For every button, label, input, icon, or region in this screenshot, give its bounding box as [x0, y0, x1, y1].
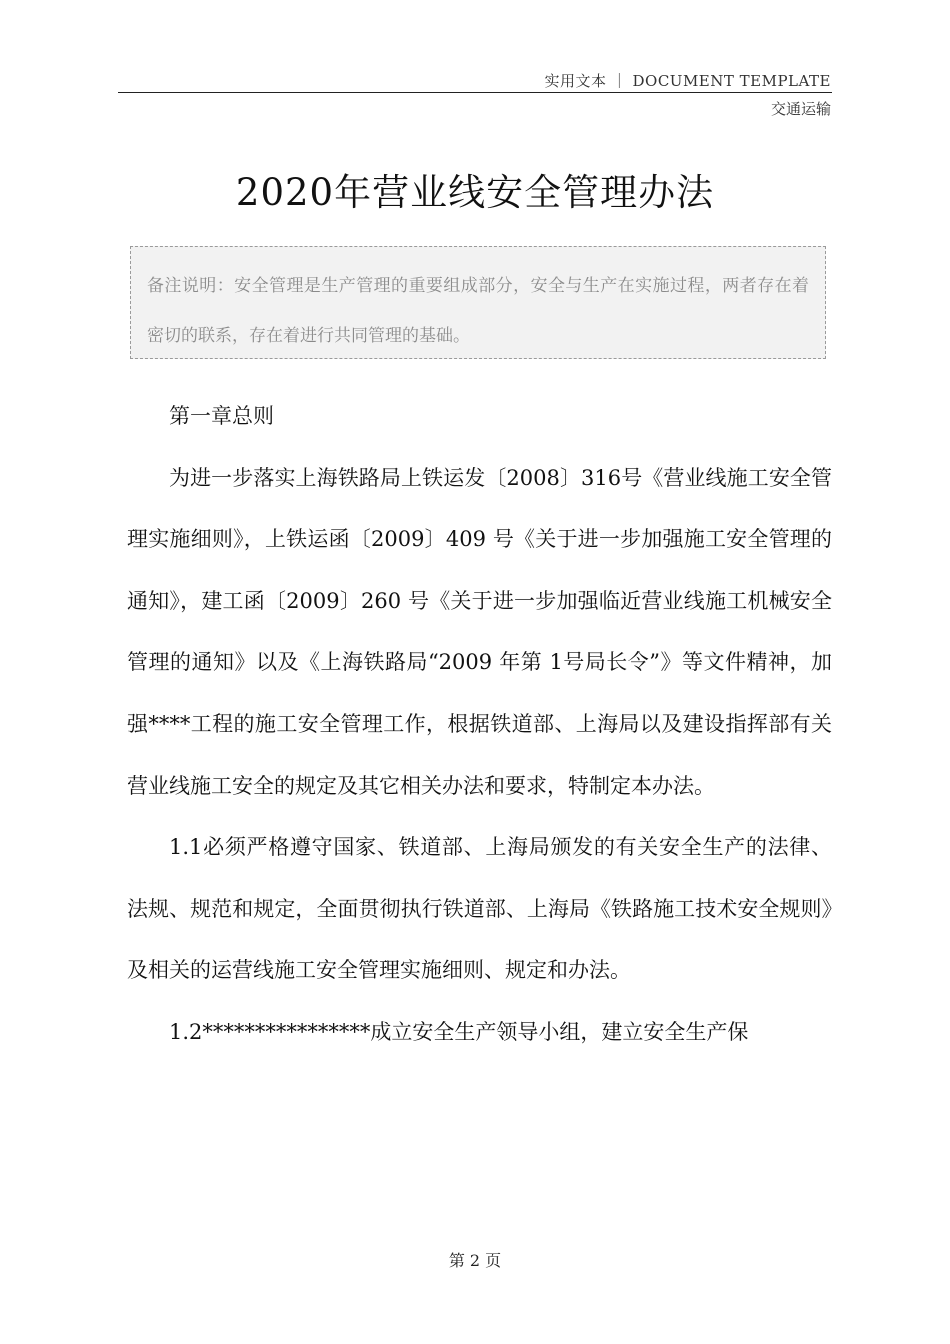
header-tag: 实用文本 ｜ DOCUMENT TEMPLATE — [544, 72, 831, 90]
remark-text: 备注说明：安全管理是生产管理的重要组成部分，安全与生产在实施过程，两者存在着密切的联系，存在着进行共同管理的基础。 — [147, 276, 809, 346]
header-divider — [118, 92, 832, 93]
remark-box — [130, 246, 826, 359]
body-paragraph: 1.1必须严格遵守国家、铁道部、上海局颁发的有关安全生产的法律、法规、规范和规定，全面贯彻执行铁道部、上海局《铁路施工技术安全规则》及相关的运营线施工安全管理实施细则、规定和办法。 — [127, 835, 832, 983]
page-number: 第 2 页 — [448, 1251, 502, 1270]
body-paragraph: 为进一步落实上海铁路局上铁运发〔2008〕316号《营业线施工安全管理实施细则》，上铁运函〔2009〕409 号《关于进一步加强施工安全管理的通知》，建工函〔2009〕260 号《关于进一步加强临近营业线施工机械安全管理的通知》以及《上海铁路局“2009 年第 1号局长令”》等文件精神，加强****工程的施工安全管理工作，根据铁道部、上海局以及建设指挥部有关营业线施工安全的规定及其它相关办法和要求，特制定本办法。 — [127, 465, 832, 798]
body-paragraph: 1.2****************成立安全生产领导小组，建立安全生产保 — [169, 1019, 749, 1044]
header-category: 交通运输 — [770, 100, 831, 118]
chapter-heading: 第一章总则 — [169, 404, 274, 428]
document-body — [127, 386, 832, 1064]
document-title: 2020年营业线安全管理办法 — [235, 171, 715, 214]
